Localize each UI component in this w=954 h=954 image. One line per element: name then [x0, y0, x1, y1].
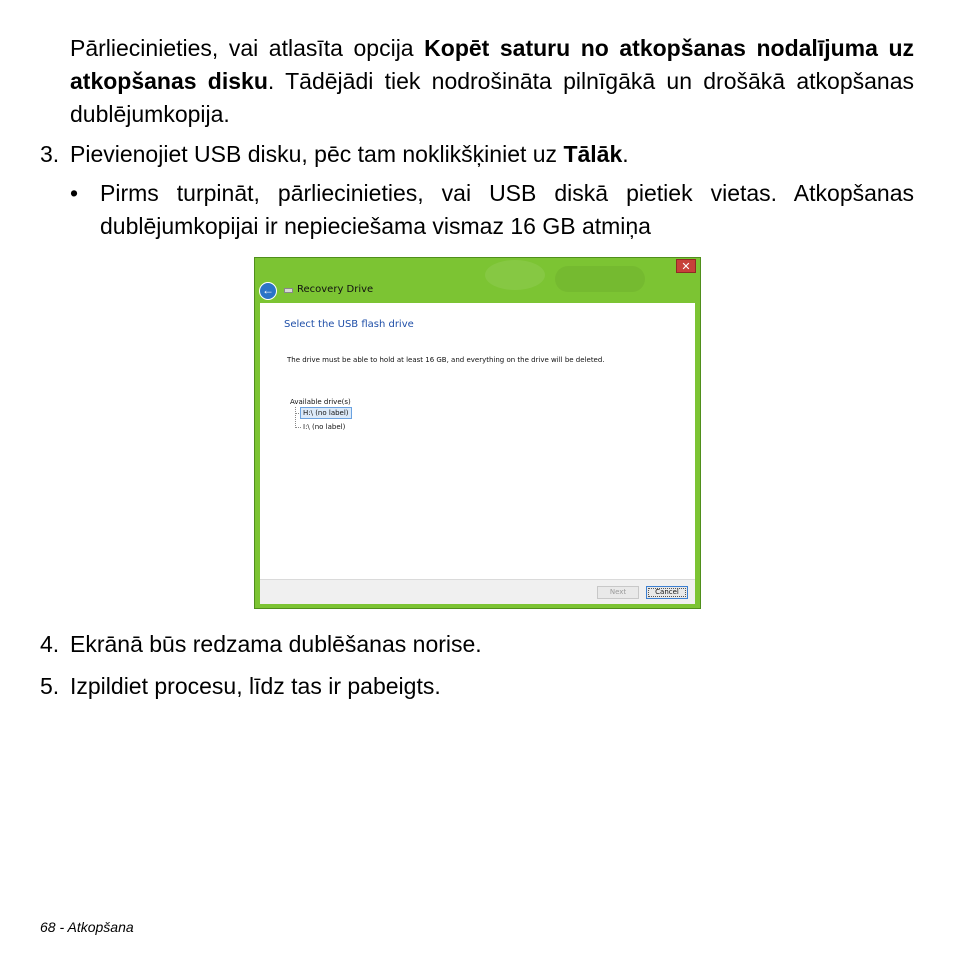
cancel-button[interactable]: Cancel	[646, 586, 688, 599]
recovery-drive-screenshot	[254, 257, 701, 609]
bullet-symbol: •	[70, 180, 79, 206]
step-5-number: 5.	[40, 673, 60, 699]
intro-option-name: Kopēt saturu no atkopšanas nodalījuma uz atkopšanas disku	[70, 35, 915, 94]
dialog-content	[260, 303, 695, 579]
dialog-footer	[260, 579, 695, 604]
step-4	[40, 628, 914, 661]
step-5	[40, 670, 914, 703]
step-3-number: 3.	[40, 141, 60, 167]
dialog-description: The drive must be able to hold at least 16 GB, and everything on the drive will be deleted.	[287, 356, 605, 364]
window-title: Recovery Drive	[297, 284, 374, 295]
step-4-text: Ekrānā būs redzama dublēšanas norise.	[70, 631, 482, 657]
dialog-heading: Select the USB flash drive	[284, 319, 414, 330]
drive-option-h[interactable]: H:\ (no label)	[300, 407, 352, 419]
title-bar-decoration	[485, 260, 545, 290]
step-3	[40, 138, 914, 171]
intro-paragraph	[70, 32, 914, 131]
next-button[interactable]: Next	[597, 586, 639, 599]
step-4-number: 4.	[40, 631, 60, 657]
close-icon[interactable]: ✕	[676, 259, 696, 273]
step-3-text: Pievienojiet USB disku, pēc tam noklikšķiniet uz	[70, 141, 564, 167]
page-footer: 68 - Atkopšana	[40, 919, 134, 935]
available-drives-label: Available drive(s)	[290, 398, 351, 406]
step-3-bold: Tālāk	[563, 141, 623, 167]
bullet-text: Pirms turpināt, pārliecinieties, vai USB diskā pietiek vietas. Atkopšanas dublējumkopijai ir nepieciešama vismaz 16 GB atmiņa	[100, 180, 914, 239]
intro-text-end: . Tādējādi tiek nodrošināta pilnīgākā un drošākā atkopšanas dublējumkopija.	[70, 68, 914, 127]
tree-connector	[295, 407, 296, 428]
back-arrow-icon[interactable]: ←	[259, 282, 277, 300]
title-bar-decoration-2	[555, 266, 645, 292]
bullet-item	[70, 177, 914, 243]
intro-text-start: Pārliecinieties, vai atlasīta opcija	[70, 35, 425, 61]
drive-option-i[interactable]: I:\ (no label)	[303, 423, 346, 431]
step-5-text: Izpildiet procesu, līdz tas ir pabeigts.	[70, 673, 441, 699]
step-3-end: .	[622, 141, 629, 167]
drive-icon	[284, 288, 293, 293]
